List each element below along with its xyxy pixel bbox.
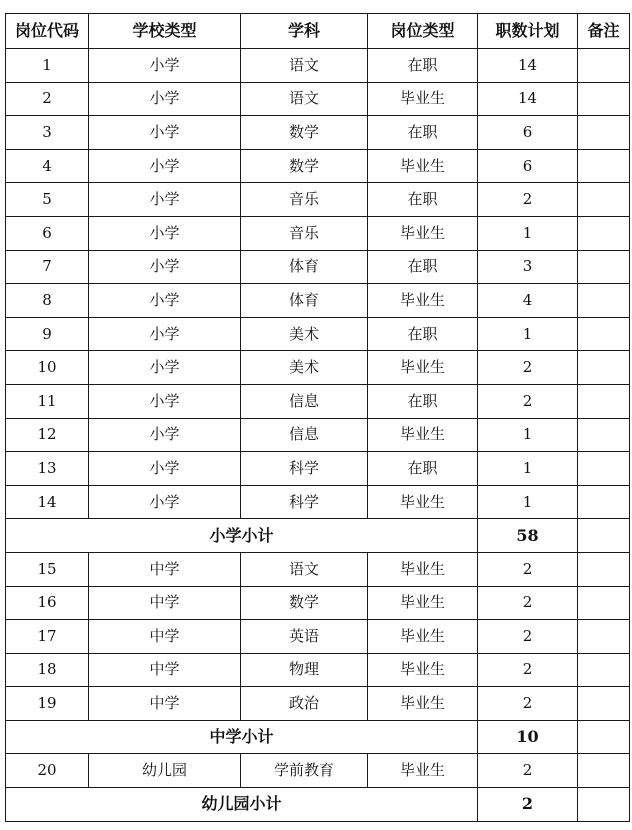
table-body xyxy=(6,49,630,822)
cell-remarks xyxy=(578,653,630,687)
cell-plan-count: 1 xyxy=(478,418,578,452)
table-row xyxy=(6,351,630,385)
cell-position-code: 11 xyxy=(6,384,89,418)
header-position-type: 岗位类型 xyxy=(368,14,478,49)
cell-position-code: 8 xyxy=(6,284,89,318)
cell-plan-count: 2 xyxy=(478,620,578,654)
cell-school-type: 小学 xyxy=(89,317,241,351)
subtotal-remarks xyxy=(578,519,630,553)
cell-subject: 语文 xyxy=(241,552,368,586)
cell-position-code: 7 xyxy=(6,250,89,284)
cell-school-type: 小学 xyxy=(89,418,241,452)
cell-position-code: 6 xyxy=(6,216,89,250)
cell-school-type: 小学 xyxy=(89,216,241,250)
cell-position-type: 毕业生 xyxy=(368,216,478,250)
cell-remarks xyxy=(578,317,630,351)
cell-school-type: 幼儿园 xyxy=(89,754,241,788)
table-row xyxy=(6,82,630,116)
cell-school-type: 小学 xyxy=(89,49,241,83)
cell-subject: 美术 xyxy=(241,351,368,385)
cell-school-type: 小学 xyxy=(89,149,241,183)
cell-school-type: 中学 xyxy=(89,586,241,620)
cell-school-type: 中学 xyxy=(89,620,241,654)
cell-subject: 美术 xyxy=(241,317,368,351)
cell-position-code: 3 xyxy=(6,116,89,150)
cell-position-type: 毕业生 xyxy=(368,351,478,385)
cell-position-type: 毕业生 xyxy=(368,284,478,318)
cell-remarks xyxy=(578,216,630,250)
cell-position-type: 毕业生 xyxy=(368,653,478,687)
cell-position-type: 毕业生 xyxy=(368,82,478,116)
cell-school-type: 中学 xyxy=(89,552,241,586)
cell-school-type: 小学 xyxy=(89,183,241,217)
cell-plan-count: 1 xyxy=(478,216,578,250)
cell-remarks xyxy=(578,82,630,116)
table-row xyxy=(6,49,630,83)
cell-subject: 科学 xyxy=(241,485,368,519)
cell-position-type: 毕业生 xyxy=(368,754,478,788)
table-row xyxy=(6,653,630,687)
cell-subject: 政治 xyxy=(241,687,368,721)
cell-plan-count: 2 xyxy=(478,754,578,788)
table-row xyxy=(6,485,630,519)
table-row xyxy=(6,149,630,183)
cell-subject: 体育 xyxy=(241,284,368,318)
header-school-type: 学校类型 xyxy=(89,14,241,49)
cell-school-type: 小学 xyxy=(89,452,241,486)
cell-school-type: 小学 xyxy=(89,284,241,318)
header-plan-count: 职数计划 xyxy=(478,14,578,49)
subtotal-remarks xyxy=(578,788,630,822)
subtotal-label: 中学小计 xyxy=(6,720,478,754)
cell-remarks xyxy=(578,687,630,721)
table-row xyxy=(6,687,630,721)
cell-position-code: 5 xyxy=(6,183,89,217)
subtotal-label: 小学小计 xyxy=(6,519,478,553)
table-row xyxy=(6,418,630,452)
cell-plan-count: 6 xyxy=(478,149,578,183)
table-row xyxy=(6,452,630,486)
cell-position-type: 在职 xyxy=(368,452,478,486)
cell-position-code: 17 xyxy=(6,620,89,654)
subtotal-remarks xyxy=(578,720,630,754)
cell-position-code: 15 xyxy=(6,552,89,586)
cell-school-type: 小学 xyxy=(89,384,241,418)
cell-subject: 数学 xyxy=(241,116,368,150)
cell-position-code: 19 xyxy=(6,687,89,721)
subtotal-value: 58 xyxy=(478,519,578,553)
cell-position-code: 13 xyxy=(6,452,89,486)
cell-remarks xyxy=(578,250,630,284)
cell-position-code: 4 xyxy=(6,149,89,183)
cell-subject: 数学 xyxy=(241,586,368,620)
cell-position-type: 毕业生 xyxy=(368,586,478,620)
table-row xyxy=(6,284,630,318)
cell-plan-count: 2 xyxy=(478,687,578,721)
cell-remarks xyxy=(578,620,630,654)
cell-position-type: 毕业生 xyxy=(368,418,478,452)
cell-position-code: 16 xyxy=(6,586,89,620)
cell-school-type: 小学 xyxy=(89,82,241,116)
table-row xyxy=(6,183,630,217)
cell-plan-count: 1 xyxy=(478,452,578,486)
cell-school-type: 小学 xyxy=(89,485,241,519)
cell-position-code: 1 xyxy=(6,49,89,83)
cell-position-code: 2 xyxy=(6,82,89,116)
cell-school-type: 中学 xyxy=(89,687,241,721)
cell-remarks xyxy=(578,754,630,788)
cell-school-type: 中学 xyxy=(89,653,241,687)
cell-subject: 语文 xyxy=(241,49,368,83)
cell-remarks xyxy=(578,116,630,150)
cell-school-type: 小学 xyxy=(89,250,241,284)
cell-position-type: 毕业生 xyxy=(368,620,478,654)
cell-plan-count: 2 xyxy=(478,351,578,385)
cell-subject: 音乐 xyxy=(241,183,368,217)
cell-subject: 物理 xyxy=(241,653,368,687)
cell-plan-count: 2 xyxy=(478,384,578,418)
cell-remarks xyxy=(578,552,630,586)
cell-subject: 学前教育 xyxy=(241,754,368,788)
cell-plan-count: 4 xyxy=(478,284,578,318)
subtotal-value: 10 xyxy=(478,720,578,754)
table-row xyxy=(6,317,630,351)
cell-subject: 英语 xyxy=(241,620,368,654)
cell-remarks xyxy=(578,418,630,452)
cell-plan-count: 14 xyxy=(478,49,578,83)
cell-remarks xyxy=(578,284,630,318)
header-subject: 学科 xyxy=(241,14,368,49)
cell-subject: 信息 xyxy=(241,384,368,418)
cell-subject: 体育 xyxy=(241,250,368,284)
cell-position-code: 9 xyxy=(6,317,89,351)
primary-subtotal-row xyxy=(6,519,630,553)
table-row xyxy=(6,384,630,418)
cell-remarks xyxy=(578,384,630,418)
table-row xyxy=(6,116,630,150)
cell-plan-count: 3 xyxy=(478,250,578,284)
cell-position-type: 在职 xyxy=(368,250,478,284)
header-row xyxy=(6,14,630,49)
cell-plan-count: 2 xyxy=(478,586,578,620)
cell-position-type: 毕业生 xyxy=(368,552,478,586)
cell-plan-count: 1 xyxy=(478,317,578,351)
cell-remarks xyxy=(578,49,630,83)
cell-plan-count: 2 xyxy=(478,183,578,217)
cell-plan-count: 14 xyxy=(478,82,578,116)
cell-remarks xyxy=(578,351,630,385)
middle-subtotal-row xyxy=(6,720,630,754)
cell-position-type: 在职 xyxy=(368,384,478,418)
cell-position-type: 毕业生 xyxy=(368,485,478,519)
cell-plan-count: 1 xyxy=(478,485,578,519)
cell-position-type: 毕业生 xyxy=(368,687,478,721)
cell-position-code: 10 xyxy=(6,351,89,385)
table-row xyxy=(6,586,630,620)
table-row xyxy=(6,216,630,250)
table-row xyxy=(6,620,630,654)
cell-position-code: 14 xyxy=(6,485,89,519)
cell-subject: 信息 xyxy=(241,418,368,452)
cell-position-type: 在职 xyxy=(368,183,478,217)
header-remarks: 备注 xyxy=(578,14,630,49)
cell-position-type: 在职 xyxy=(368,49,478,83)
cell-position-type: 在职 xyxy=(368,116,478,150)
cell-remarks xyxy=(578,452,630,486)
cell-school-type: 小学 xyxy=(89,351,241,385)
cell-remarks xyxy=(578,149,630,183)
cell-position-type: 毕业生 xyxy=(368,149,478,183)
cell-subject: 音乐 xyxy=(241,216,368,250)
cell-remarks xyxy=(578,485,630,519)
kindergarten-subtotal-row xyxy=(6,788,630,822)
cell-subject: 数学 xyxy=(241,149,368,183)
cell-position-code: 18 xyxy=(6,653,89,687)
cell-remarks xyxy=(578,183,630,217)
recruitment-plan-table xyxy=(5,13,630,822)
cell-plan-count: 6 xyxy=(478,116,578,150)
table-row xyxy=(6,250,630,284)
subtotal-value: 2 xyxy=(478,788,578,822)
subtotal-label: 幼儿园小计 xyxy=(6,788,478,822)
cell-plan-count: 2 xyxy=(478,552,578,586)
cell-remarks xyxy=(578,586,630,620)
cell-subject: 科学 xyxy=(241,452,368,486)
cell-plan-count: 2 xyxy=(478,653,578,687)
cell-position-code: 12 xyxy=(6,418,89,452)
cell-subject: 语文 xyxy=(241,82,368,116)
cell-position-type: 在职 xyxy=(368,317,478,351)
header-position-code: 岗位代码 xyxy=(6,14,89,49)
cell-position-code: 20 xyxy=(6,754,89,788)
table-row xyxy=(6,552,630,586)
cell-school-type: 小学 xyxy=(89,116,241,150)
table-row xyxy=(6,754,630,788)
